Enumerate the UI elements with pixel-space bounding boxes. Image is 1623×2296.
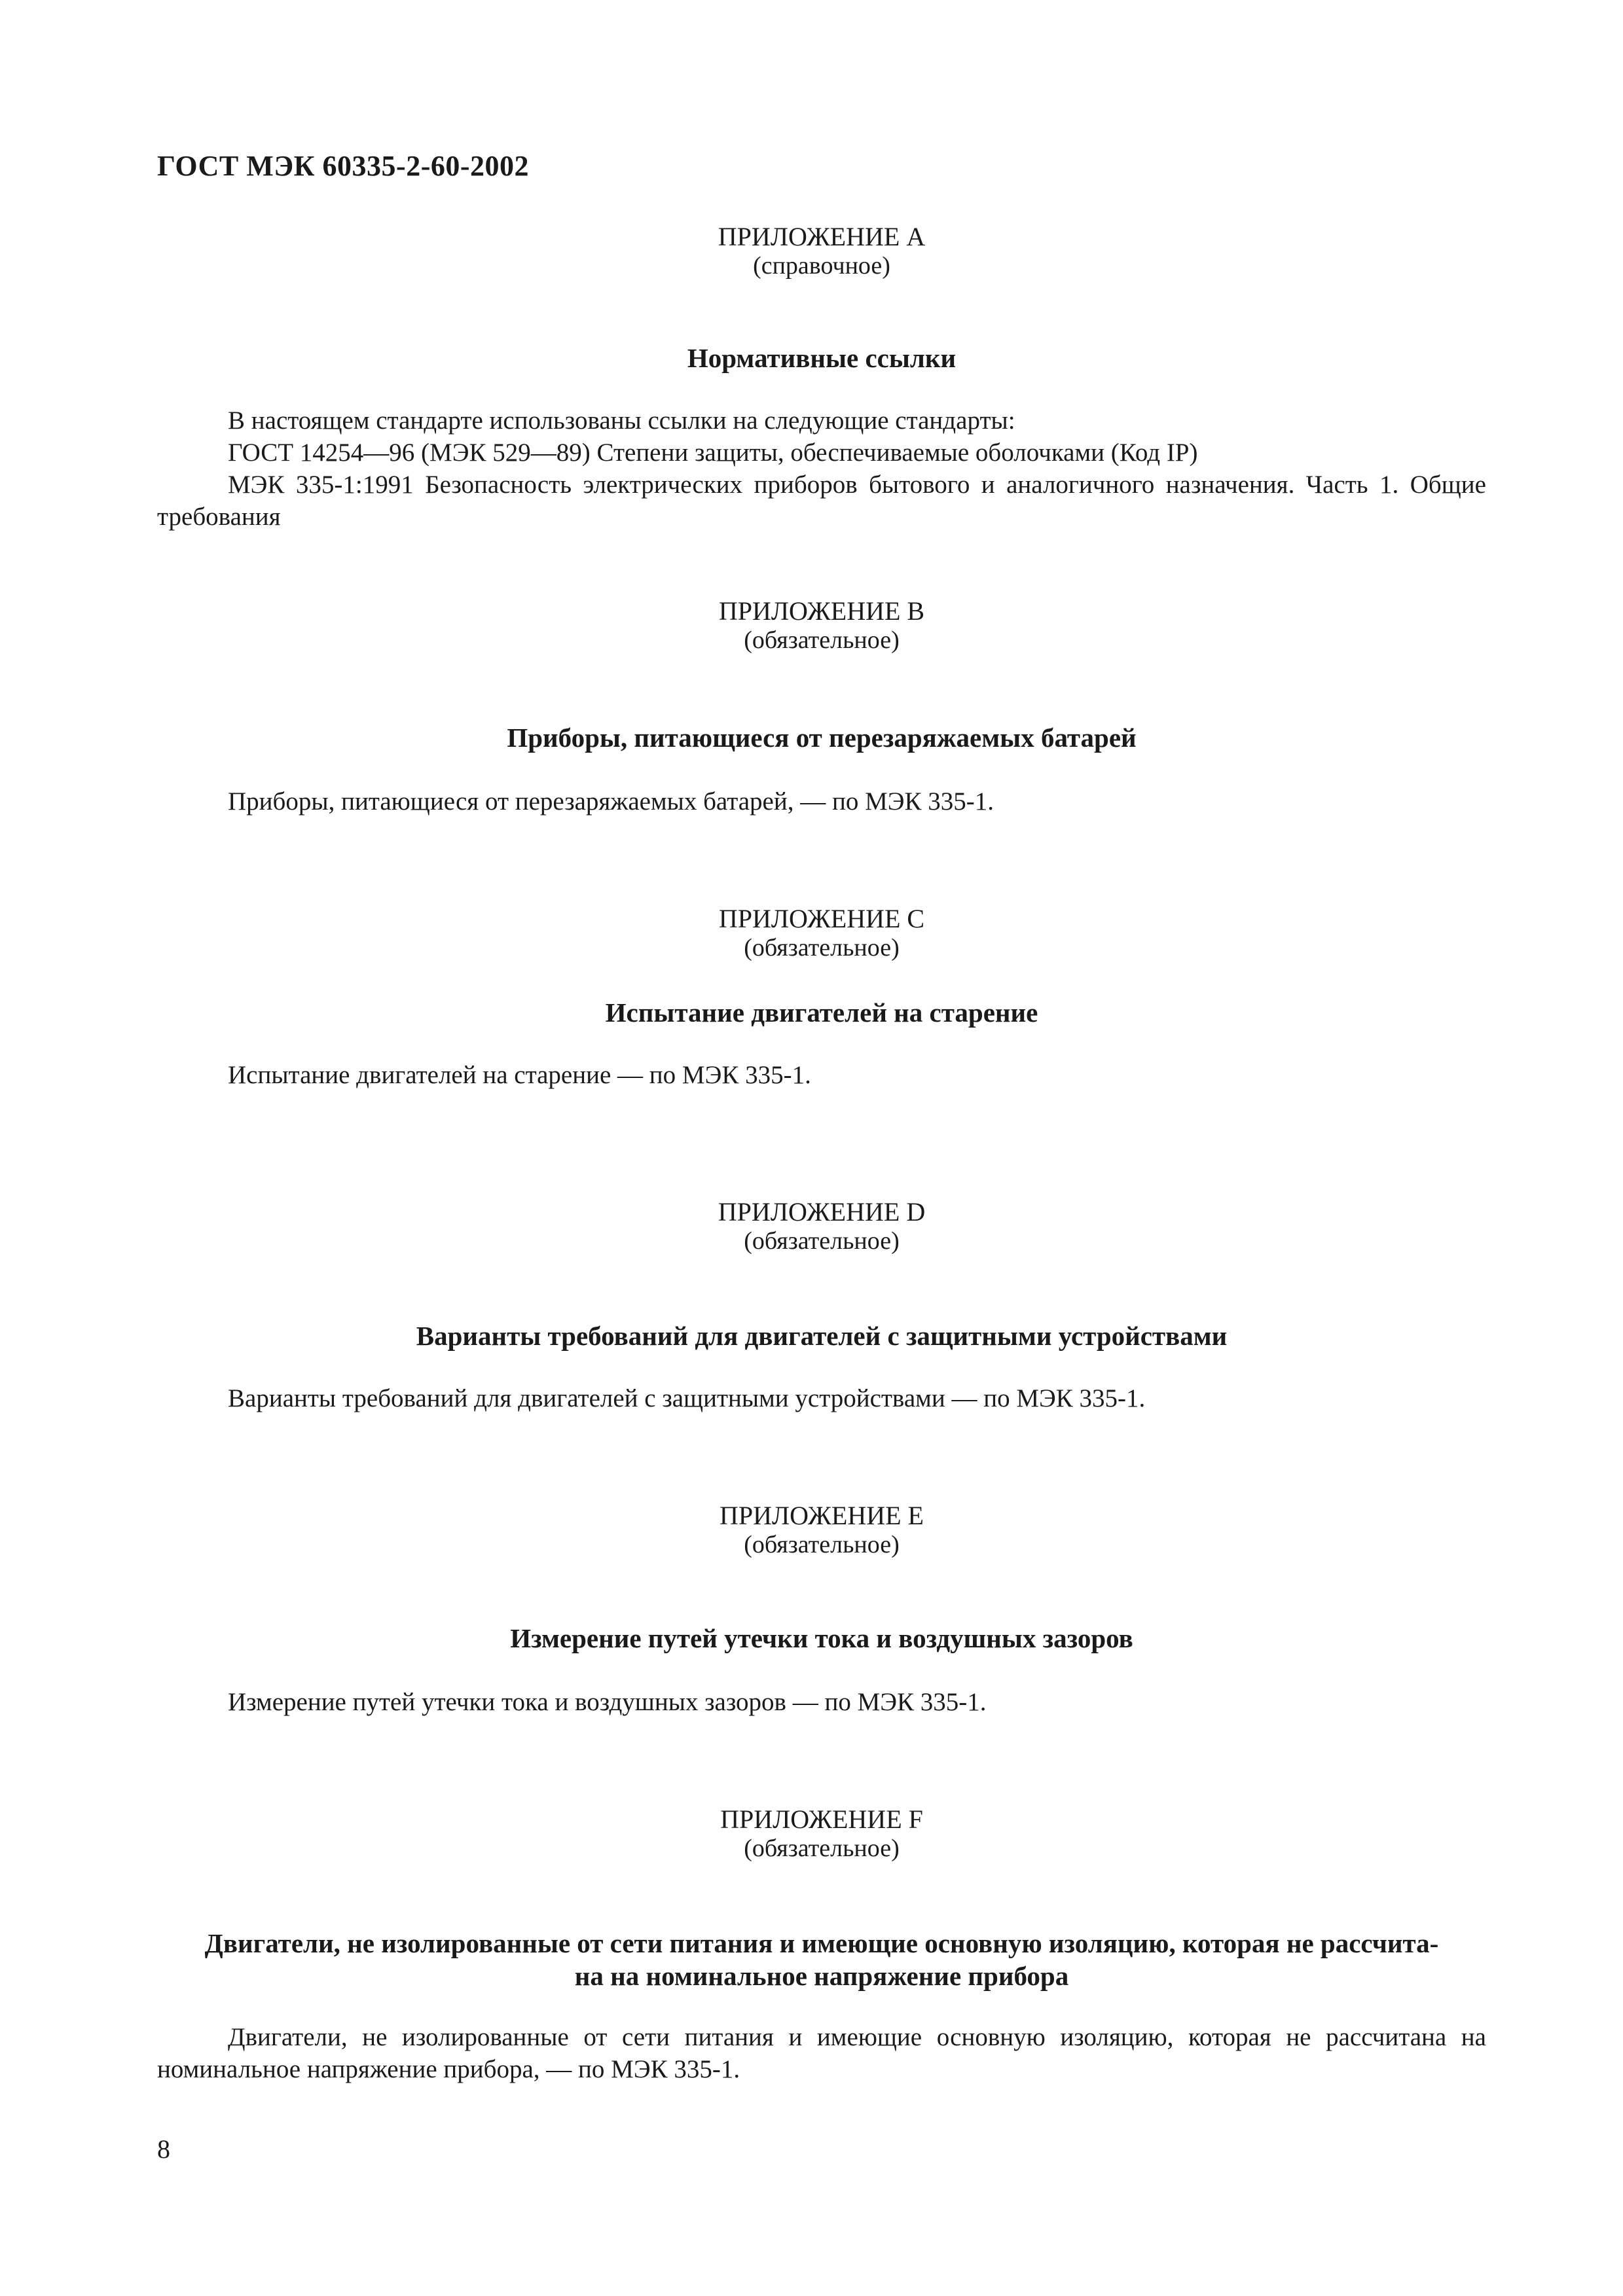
annex-e-title: Измерение путей утечки тока и воздушных зазоров	[510, 1623, 1133, 1653]
annex-c-title: Испытание двигателей на старение	[605, 997, 1038, 1028]
annex-f-label: ПРИЛОЖЕНИЕ F	[720, 1804, 923, 1834]
annex-f-title-line1: Двигатели, не изолированные от сети питания и имеющие основную изоляцию, которая не рассчита-	[204, 1928, 1439, 1958]
annex-c-text: Испытание двигателей на старение — по МЭК 335-1.	[228, 1061, 811, 1089]
document-code: ГОСТ МЭК 60335-2-60-2002	[157, 150, 530, 182]
annex-b-title: Приборы, питающиеся от перезаряжаемых батарей	[507, 723, 1137, 753]
annex-e-label: ПРИЛОЖЕНИЕ Е	[720, 1501, 924, 1530]
annex-f-text: Двигатели, не изолированные от сети питания и имеющие основную изоляцию, которая не рассчитана на номинальное напряжение прибора, — по МЭК 335-1.	[157, 2023, 1486, 2083]
page-number: 8	[157, 2134, 170, 2164]
annex-f-title-line2: на на номинальное напряжение прибора	[574, 1961, 1069, 1991]
annex-c-status: (обязательное)	[744, 934, 900, 961]
annex-c-heading	[157, 905, 1486, 962]
annex-b-heading	[157, 597, 1486, 655]
annex-b-label: ПРИЛОЖЕНИЕ В	[718, 596, 925, 626]
annex-d-title: Варианты требований для двигателей с защитными устройствами	[416, 1321, 1228, 1351]
annex-b-text: Приборы, питающиеся от перезаряжаемых батарей, — по МЭК 335-1.	[228, 787, 994, 816]
annex-a-status: (справочное)	[753, 252, 890, 279]
annex-e-text: Измерение путей утечки тока и воздушных зазоров — по МЭК 335-1.	[228, 1688, 987, 1716]
annex-a-heading	[157, 223, 1486, 280]
annex-f-title	[157, 1927, 1486, 1992]
annex-a-ref-gost: ГОСТ 14254—96 (МЭК 529—89) Степени защиты, обеспечиваемые оболочками (Код IP)	[228, 439, 1198, 467]
annex-d-label: ПРИЛОЖЕНИЕ D	[718, 1197, 926, 1227]
annex-a-ref-iec: МЭК 335-1:1991 Безопасность электрических приборов бытового и аналогичного назначения. Часть 1. Общие требования	[157, 471, 1486, 531]
annex-a-body	[157, 404, 1486, 533]
annex-a-label: ПРИЛОЖЕНИЕ А	[718, 222, 926, 251]
annex-e-heading	[157, 1501, 1486, 1559]
annex-a-title: Нормативные ссылки	[687, 343, 957, 373]
annex-b-status: (обязательное)	[744, 626, 900, 654]
annex-d-heading	[157, 1198, 1486, 1255]
annex-d-text: Варианты требований для двигателей с защитными устройствами — по МЭК 335-1.	[228, 1384, 1146, 1412]
annex-f-heading	[157, 1805, 1486, 1863]
annex-f-status: (обязательное)	[744, 1835, 900, 1862]
annex-a-intro: В настоящем стандарте использованы ссылки на следующие стандарты:	[228, 406, 1015, 435]
annex-e-status: (обязательное)	[744, 1531, 900, 1558]
annex-d-status: (обязательное)	[744, 1227, 900, 1255]
annex-c-label: ПРИЛОЖЕНИЕ С	[718, 904, 925, 933]
